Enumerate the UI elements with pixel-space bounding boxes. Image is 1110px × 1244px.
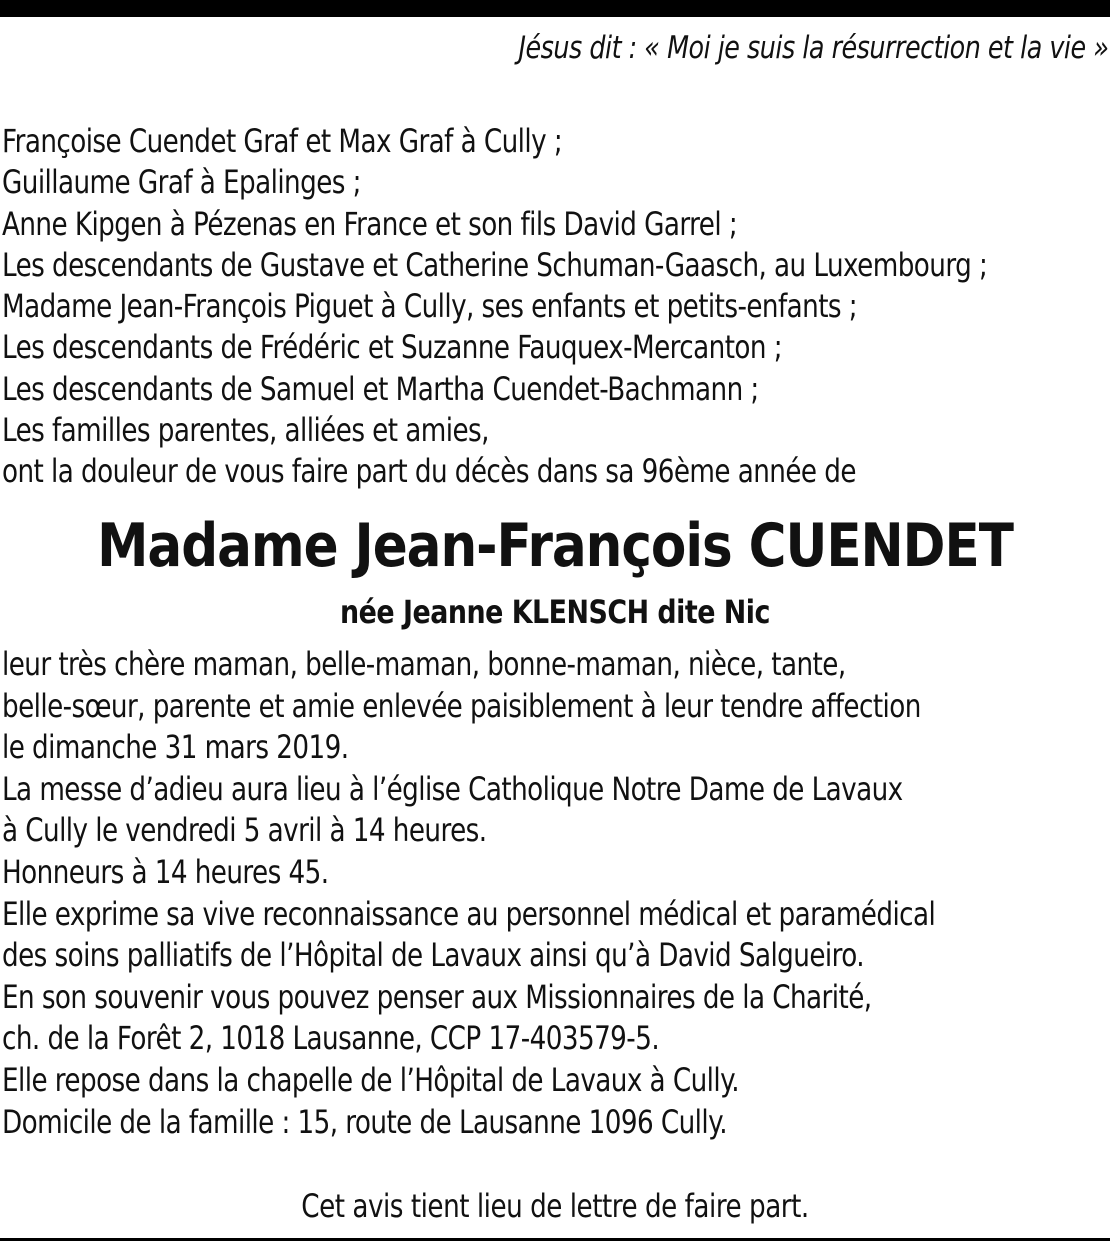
bottom-border-rule	[0, 1238, 1110, 1241]
body-line: à Cully le vendredi 5 avril à 14 heures.	[2, 811, 487, 850]
body-line: Domicile de la famille : 15, route de Lausanne 1096 Cully.	[2, 1102, 728, 1141]
families-line: Les familles parentes, alliées et amies,	[2, 411, 489, 450]
families-line: Les descendants de Samuel et Martha Cuendet-Bachmann ;	[2, 369, 759, 408]
families-line: ont la douleur de vous faire part du décès dans sa 96ème année de	[2, 452, 856, 491]
families-line: Les descendants de Frédéric et Suzanne Fauquex-Mercanton ;	[2, 328, 782, 367]
body-line: Honneurs à 14 heures 45.	[2, 852, 329, 891]
body-line: belle-sœur, parente et amie enlevée paisiblement à leur tendre affection	[2, 686, 921, 725]
families-line: Les descendants de Gustave et Catherine Schuman-Gaasch, au Luxembourg ;	[2, 245, 988, 284]
body-line: Elle repose dans la chapelle de l’Hôpital de Lavaux à Cully.	[2, 1060, 740, 1099]
families-line: Madame Jean-François Piguet à Cully, ses enfants et petits-enfants ;	[2, 287, 858, 326]
families-list	[2, 121, 1110, 493]
body-line: ch. de la Forêt 2, 1018 Lausanne, CCP 17-403579-5.	[2, 1019, 660, 1058]
body-line: le dimanche 31 mars 2019.	[2, 728, 349, 767]
closing-statement: Cet avis tient lieu de lettre de faire part.	[301, 1187, 809, 1225]
deceased-birth-name: née Jeanne KLENSCH dite Nic	[340, 593, 770, 631]
body-line: Elle exprime sa vive reconnaissance au personnel médical et paramédical	[2, 894, 936, 933]
scripture-quote: Jésus dit : « Moi je suis la résurrection et la vie »	[518, 30, 1108, 66]
body-line: leur très chère maman, belle-maman, bonne-maman, nièce, tante,	[2, 645, 846, 683]
body-line: des soins palliatifs de l’Hôpital de Lavaux ainsi qu’à David Salgueiro.	[2, 936, 865, 975]
families-line: Guillaume Graf à Epalinges ;	[2, 163, 361, 202]
deceased-name-heading: Madame Jean-François CUENDET	[97, 511, 1013, 581]
body-line: En son souvenir vous pouvez penser aux Missionnaires de la Charité,	[2, 977, 872, 1016]
families-line: Françoise Cuendet Graf et Max Graf à Cully ;	[2, 122, 563, 160]
notice-body	[2, 644, 1110, 1143]
top-border-rule	[0, 0, 1110, 17]
families-line: Anne Kipgen à Pézenas en France et son fils David Garrel ;	[2, 204, 738, 243]
body-line: La messe d’adieu aura lieu à l’église Catholique Notre Dame de Lavaux	[2, 769, 903, 808]
